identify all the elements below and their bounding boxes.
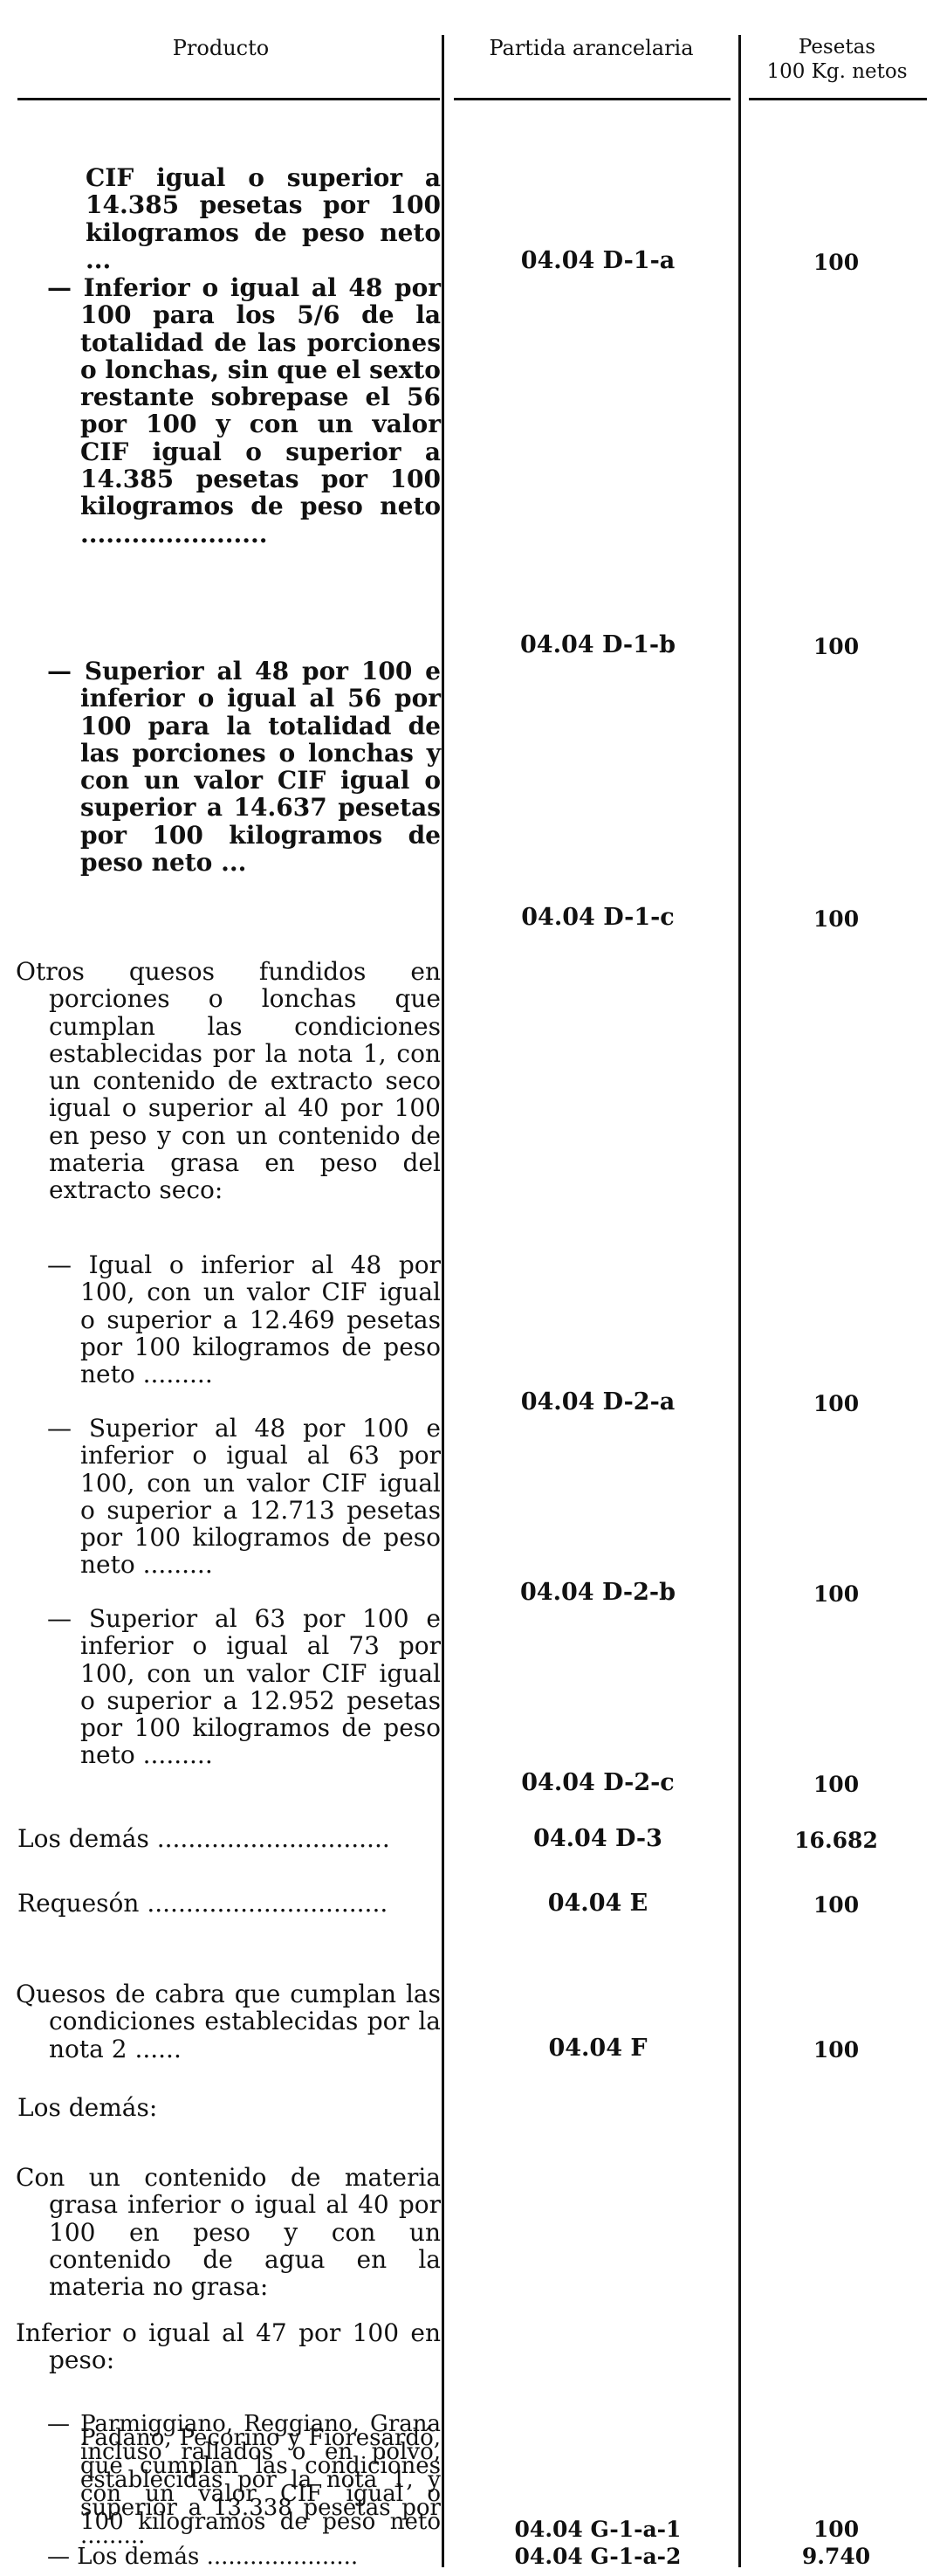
row-d2b-code: 04.04 D-2-b — [520, 1579, 676, 1606]
row-d2a-code: 04.04 D-2-a — [520, 1388, 676, 1415]
header-rule-price — [749, 98, 927, 100]
row-g1a2-price: 9.740 — [801, 2544, 871, 2569]
header-price-line2: 100 Kg. netos — [766, 60, 908, 83]
row-e-code: 04.04 E — [547, 1890, 648, 1917]
header-price-line1: Pesetas — [798, 36, 876, 59]
row-d2-intro-text: Otros quesos fundidos en porciones o lonchas que cumplan las condiciones establecidas por la nota 1, con un contenido de extracto seco igual o superior al 40 por 100 en peso y con un contenido de materia grasa en peso del extracto seco: — [16, 957, 441, 1205]
row-g1a-intro-text: Inferior o igual al 47 por 100 en peso: — [16, 2318, 441, 2375]
row-g1-intro — [0, 2164, 441, 2300]
row-d1c-code: 04.04 D-1-c — [521, 904, 675, 931]
row-g1-intro-text: Con un contenido de materia grasa inferior o igual al 40 por 100 en peso y con un contenido de agua en la materia no grasa: — [16, 2163, 441, 2302]
row-d1a-price: 100 — [813, 250, 860, 275]
row-e-text: Requesón ............................... — [17, 1889, 388, 1918]
row-g-intro-text: Los demás: — [17, 2093, 158, 2122]
row-f-price: 100 — [813, 2037, 860, 2063]
row-g1a2 — [0, 2545, 441, 2569]
row-d1c-price: 100 — [813, 906, 860, 932]
row-d2b-text: — Superior al 48 por 100 e inferior o igual al 63 por 100, con un valor CIF igual o superior a 12.713 pesetas por 100 kilogramos de peso neto ......... — [47, 1414, 441, 1580]
row-d1a-code: 04.04 D-1-a — [520, 247, 676, 274]
row-d1a-text: CIF igual o superior a 14.385 pesetas por 100 kilogramos de peso neto ... — [86, 163, 441, 274]
row-e — [0, 1890, 441, 1917]
row-g1a1 — [0, 2411, 441, 2549]
row-d3 — [0, 1825, 441, 1852]
row-d3-price: 16.682 — [794, 1828, 878, 1853]
row-d3-text: Los demás .............................. — [17, 1824, 390, 1853]
row-d1b — [0, 274, 441, 548]
row-d2c-code: 04.04 D-2-c — [521, 1769, 675, 1796]
row-d1b-text: — Inferior o igual al 48 por 100 para los 5/6 de la totalidad de las porciones o lonchas, sin que el sexto restante sobrepase el 56 por 100 y con un valor CIF igual o superior a 14.385 pesetas por 100 kilogramos de peso neto ...................... — [47, 273, 441, 548]
row-d1c — [0, 658, 441, 876]
row-f-text: Quesos de cabra que cumplan las condiciones establecidas por la nota 2 ...... — [16, 1980, 441, 2063]
row-f-code: 04.04 F — [548, 2035, 648, 2062]
row-d3-code: 04.04 D-3 — [533, 1825, 662, 1852]
row-f — [0, 1980, 441, 2063]
row-d2c-text: — Superior al 63 por 100 e inferior o igual al 73 por 100, con un valor CIF igual o superior a 12.952 pesetas por 100 kilogramos de peso neto ......... — [47, 1604, 441, 1770]
row-d2c-price: 100 — [813, 1772, 860, 1797]
row-d2a — [0, 1251, 441, 1388]
header-tariff: Partida arancelaria — [489, 36, 694, 60]
row-g1a1-text: — Parmiggiano, Reggiano, Grana Padano, Pecorino y Fioresardó, incluso rallados o en polvo, que cumplan las condiciones establecidas por la nota 1, y con un valor CIF igual o superior a 13.338 pesetas por 100 kilogramos de peso neto ......... — [47, 2411, 441, 2549]
column-divider-1 — [442, 35, 444, 2567]
row-g1a1-code: 04.04 G-1-a-1 — [514, 2517, 682, 2542]
row-d2c — [0, 1605, 441, 1769]
row-d2b-price: 100 — [813, 1581, 860, 1607]
row-d2a-price: 100 — [813, 1391, 860, 1416]
row-d1c-text: — Superior al 48 por 100 e inferior o igual al 56 por 100 para la totalidad de las porciones o lonchas y con un valor CIF igual o superior a 14.637 pesetas por 100 kilogramos de peso neto ... — [47, 657, 441, 878]
header-product: Producto — [172, 36, 270, 60]
row-d1b-code: 04.04 D-1-b — [520, 631, 676, 658]
row-g1a1-price: 100 — [813, 2517, 860, 2542]
row-d2b — [0, 1415, 441, 1579]
header-rule-tariff — [454, 98, 731, 100]
row-g1a-intro — [0, 2319, 441, 2374]
row-d1a — [0, 164, 441, 273]
row-g1a2-code: 04.04 G-1-a-2 — [514, 2544, 682, 2569]
header-price — [741, 35, 933, 84]
row-d1b-price: 100 — [813, 634, 860, 659]
row-g-intro — [0, 2094, 441, 2121]
row-e-price: 100 — [813, 1892, 860, 1918]
row-d2-intro — [0, 958, 441, 1204]
column-divider-2 — [738, 35, 741, 2567]
header-rule-product — [17, 98, 440, 100]
row-g1a2-text: — Los demás ..................... — [47, 2544, 359, 2570]
row-d2a-text: — Igual o inferior al 48 por 100, con un valor CIF igual o superior a 12.469 pesetas por 100 kilogramos de peso neto ......... — [47, 1250, 441, 1389]
